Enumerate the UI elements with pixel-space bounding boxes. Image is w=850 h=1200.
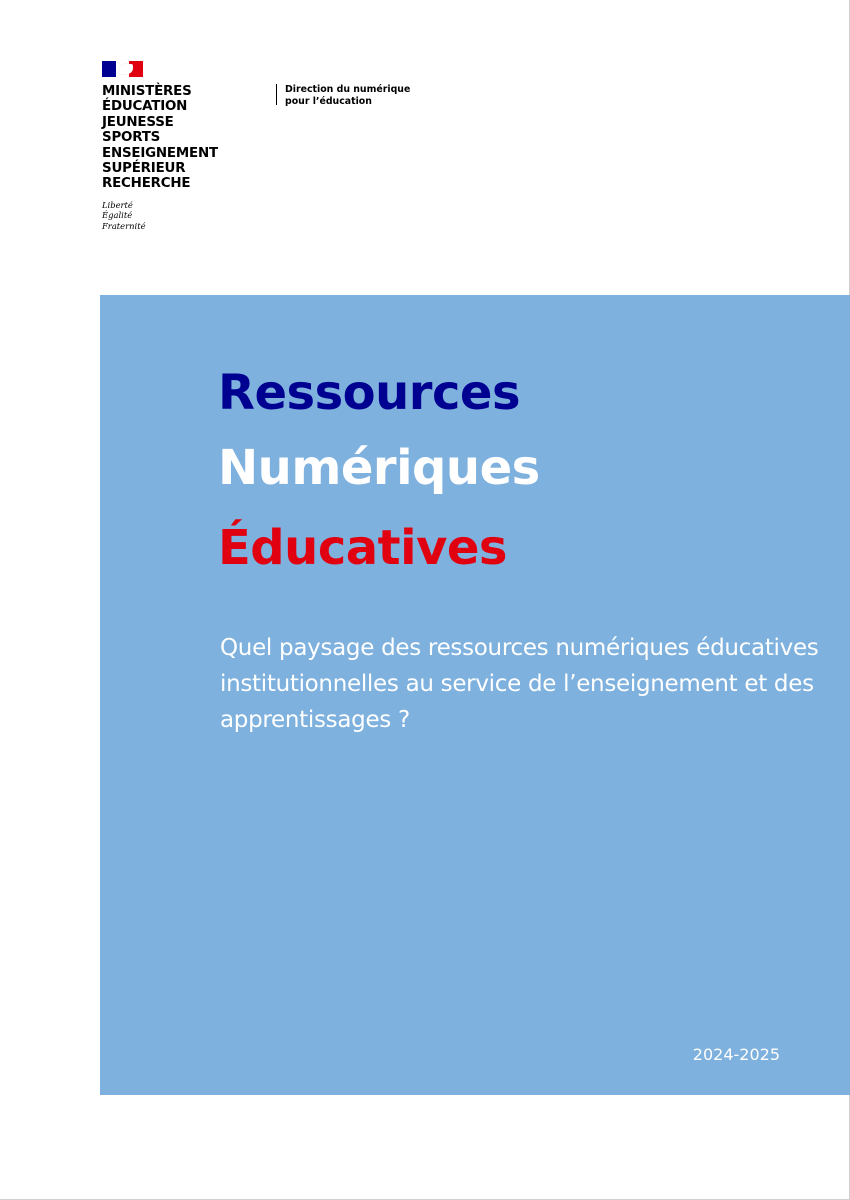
directorate-line: Direction du numérique	[285, 84, 411, 95]
ministry-line: MINISTÈRES	[102, 84, 192, 99]
ministry-line: JEUNESSE	[102, 114, 174, 130]
cover-subtitle: Quel paysage des ressources numériques éducatives institutionnelles au service de l’enseignement et des apprentissages ?	[220, 635, 819, 733]
directorate-name	[276, 84, 410, 105]
cover-panel	[100, 295, 850, 1095]
ministry-name	[102, 84, 218, 192]
ministry-line: ÉDUCATION	[102, 99, 188, 115]
flag-white-band	[116, 61, 130, 77]
marianne-flag-logo	[102, 61, 143, 77]
ministry-line: RECHERCHE	[102, 176, 191, 192]
motto-line: Fraternité	[102, 220, 146, 231]
motto-line: Liberté	[102, 200, 133, 210]
cover-year: 2024-2025	[692, 1045, 780, 1064]
marianne-profile-icon	[119, 64, 133, 74]
title-line-ressources: Ressources	[218, 365, 521, 421]
ministry-line: SUPÉRIEUR	[102, 161, 186, 177]
ministry-line: SPORTS	[102, 130, 161, 146]
directorate-line: pour l’éducation	[285, 95, 372, 107]
republic-motto	[102, 200, 146, 231]
title-line-numeriques: Numériques	[218, 440, 540, 496]
ministry-line: ENSEIGNEMENT	[102, 145, 218, 161]
flag-blue-band	[102, 61, 116, 77]
title-line-educatives: Éducatives	[218, 520, 507, 576]
motto-line: Égalité	[102, 210, 133, 221]
